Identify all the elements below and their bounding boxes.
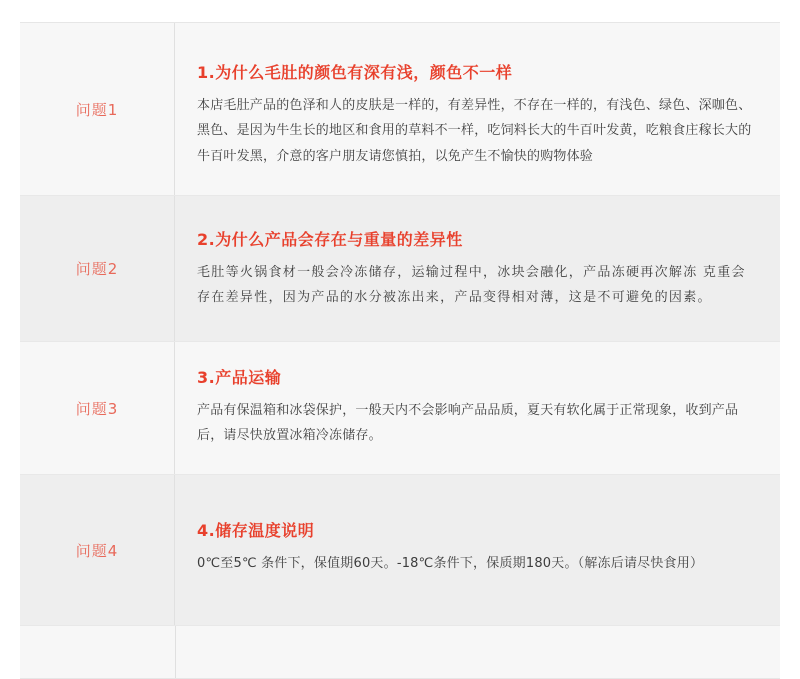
faq-text-2: 毛肚等火锅食材一般会冷冻储存，运输过程中，冰块会融化，产品冻硬再次解冻 克重会存在差异性，因为产品的水分被冻出来，产品变得相对薄，这是不可避免的因素。 (197, 265, 746, 306)
faq-panel (20, 22, 780, 679)
faq-content-1 (175, 23, 780, 195)
faq-title-1: 1.为什么毛肚的颜色有深有浅，颜色不一样 (197, 63, 513, 82)
faq-row (20, 196, 780, 342)
faq-row (20, 342, 780, 476)
faq-content-3 (175, 342, 780, 475)
faq-question-label-3: 问题3 (20, 342, 175, 475)
faq-question-label-4: 问题4 (20, 475, 175, 625)
faq-title-2: 2.为什么产品会存在与重量的差异性 (197, 230, 463, 250)
faq-content-4 (175, 475, 780, 625)
faq-text-3: 产品有保温箱和冰袋保护，一般天内不会影响产品品质，夏天有软化属于正常现象，收到产品后，请尽快放置冰箱冷冻储存。 (197, 402, 739, 444)
faq-question-label-2: 问题2 (20, 196, 175, 341)
faq-footer-label-column (20, 626, 176, 678)
faq-footer-content-column (176, 626, 780, 678)
faq-title-4: 4.储存温度说明 (197, 521, 315, 541)
faq-text-1: 本店毛肚产品的色泽和人的皮肤是一样的，有差异性，不存在一样的，有浅色、绿色、深咖色、黑色、是因为牛生长的地区和食用的草料不一样，吃饲料长大的牛百叶发黄，吃粮食庄稼长大的牛百叶发黑，介意的客户朋友请您慎拍，以免产生不愉快的购物体验 (197, 98, 752, 164)
faq-row (20, 23, 780, 196)
faq-content-2 (175, 196, 780, 341)
faq-panel-footer (20, 626, 780, 678)
faq-row (20, 475, 780, 626)
faq-text-4: 0℃至5℃ 条件下，保值期60天。-18℃条件下，保质期180天。（解冻后请尽快食用） (197, 556, 704, 572)
faq-title-3: 3.产品运输 (197, 367, 282, 387)
faq-question-label-1: 问题1 (20, 23, 175, 195)
